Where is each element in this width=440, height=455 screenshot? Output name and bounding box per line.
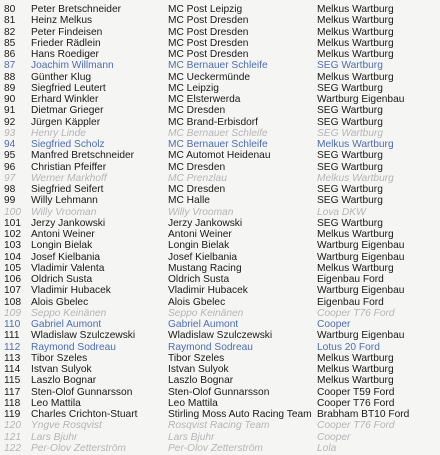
team-name: MC Dresden [168, 161, 226, 173]
car-name: SEG Wartburg [317, 195, 383, 207]
car-name: Cooper T76 Ford [317, 420, 395, 432]
entry-number: 103 [4, 240, 21, 252]
driver-name: Antoni Weiner [31, 229, 95, 240]
entry-row [0, 443, 440, 455]
entry-number: 88 [4, 71, 16, 83]
team-name: Oldrich Susta [168, 274, 230, 285]
entry-number: 117 [4, 386, 21, 398]
driver-name: Joachim Willmann [31, 60, 114, 72]
driver-name: Erhard Winkler [31, 94, 99, 105]
entry-row [0, 375, 440, 387]
team-name: Leo Mattila [168, 397, 218, 409]
entry-row [0, 229, 440, 241]
car-name: Lola [317, 442, 337, 454]
car-name: Melkus Wartburg [317, 49, 394, 60]
driver-name: Alois Gbelec [31, 296, 89, 308]
car-name: Lova DKW [317, 206, 366, 218]
car-name: Melkus Wartburg [317, 37, 394, 49]
entry-row [0, 184, 440, 196]
team-name: Lars Bjuhr [168, 431, 215, 443]
entry-number: 107 [4, 285, 21, 297]
entry-row [0, 38, 440, 50]
entry-row [0, 195, 440, 207]
entry-row [0, 387, 440, 399]
entry-number: 120 [4, 420, 21, 432]
team-name: Alois Gbelec [168, 296, 226, 308]
car-name: Melkus Wartburg [317, 364, 394, 375]
team-name: MC Post Dresden [168, 26, 249, 38]
driver-name: Günther Klug [31, 71, 92, 83]
entry-row [0, 94, 440, 106]
team-name: MC Ueckermünde [168, 71, 251, 83]
entry-number: 106 [4, 274, 21, 285]
driver-name: Yngve Rosqvist [31, 420, 102, 432]
entry-number: 94 [4, 139, 16, 150]
entry-row [0, 364, 440, 376]
team-name: Mustang Racing [168, 262, 242, 274]
driver-name: Tibor Szeles [31, 352, 88, 364]
car-name: Wartburg Eigenbau [317, 240, 405, 252]
car-name: Eigenbau Ford [317, 296, 384, 308]
team-name: Willy Vrooman [168, 206, 234, 218]
entry-number: 110 [4, 319, 21, 330]
entry-row [0, 263, 440, 275]
driver-name: Charles Crichton-Stuart [31, 409, 138, 420]
entry-number: 96 [4, 161, 16, 173]
entry-row [0, 27, 440, 39]
driver-name: Lars Bjuhr [31, 431, 78, 443]
driver-name: Henry Linde [31, 127, 86, 139]
entry-row [0, 105, 440, 117]
team-name: Jerzy Jankowski [168, 217, 243, 229]
entry-row [0, 162, 440, 174]
car-name: Wartburg Eigenbau [317, 94, 405, 105]
car-name: Melkus Wartburg [317, 71, 394, 83]
driver-name: Wladislaw Szulczewski [31, 330, 136, 342]
team-name: Raymond Sodreau [168, 341, 253, 353]
entry-row [0, 353, 440, 365]
entry-row [0, 420, 440, 432]
driver-name: Willy Lehmann [31, 195, 98, 207]
car-name: Melkus Wartburg [317, 139, 394, 150]
team-name: Tibor Szeles [168, 352, 225, 364]
team-name: MC Bernauer Schleife [168, 60, 268, 72]
entry-number: 102 [4, 229, 21, 240]
entry-row [0, 173, 440, 185]
entry-number: 119 [4, 409, 21, 420]
car-name: Melkus Wartburg [317, 375, 394, 387]
driver-name: Hans Roediger [31, 49, 99, 60]
car-name: Melkus Wartburg [317, 229, 394, 240]
driver-name: Christian Pfeiffer [31, 161, 107, 173]
car-name: Lotus 20 Ford [317, 341, 380, 353]
car-name: Cooper T59 Ford [317, 386, 395, 398]
entry-number: 115 [4, 375, 21, 387]
team-name: MC Bernauer Schleife [168, 127, 268, 139]
entry-row [0, 398, 440, 410]
entry-row [0, 308, 440, 320]
entry-number: 113 [4, 352, 21, 364]
entry-row [0, 409, 440, 421]
entry-row [0, 297, 440, 309]
car-name: Melkus Wartburg [317, 262, 394, 274]
entry-number: 93 [4, 127, 16, 139]
car-name: SEG Wartburg [317, 184, 383, 195]
entry-row [0, 117, 440, 129]
driver-name: Oldrich Susta [31, 274, 93, 285]
driver-name: Heinz Melkus [31, 15, 93, 27]
driver-name: Istvan Sulyok [31, 364, 92, 375]
entry-row [0, 342, 440, 354]
entry-row [0, 60, 440, 72]
entry-row [0, 285, 440, 297]
entry-number: 86 [4, 49, 16, 60]
entry-number: 100 [4, 206, 21, 218]
entry-number: 114 [4, 364, 21, 375]
driver-name: Willy Vrooman [31, 206, 97, 218]
driver-name: Peter Findeisen [31, 26, 103, 38]
team-name: MC Elsterwerda [168, 94, 241, 105]
car-name: Wartburg Eigenbau [317, 330, 405, 342]
car-name: Eigenbau Ford [317, 274, 384, 285]
entry-row [0, 432, 440, 444]
entry-row [0, 274, 440, 286]
driver-name: Laszlo Bognar [31, 375, 97, 387]
driver-name: Manfred Bretschneider [31, 150, 135, 162]
car-name: SEG Wartburg [317, 127, 384, 139]
driver-name: Seppo Keinänen [31, 307, 107, 319]
car-name: Melkus Wartburg [317, 15, 394, 27]
entry-row [0, 330, 440, 342]
driver-name: Peter Bretschneider [31, 4, 122, 15]
driver-name: Sten-Olof Gunnarsson [31, 386, 133, 398]
driver-name: Siegfried Scholz [31, 139, 105, 150]
car-name: Wartburg Eigenbau [317, 285, 405, 297]
team-name: Gabriel Aumont [168, 319, 239, 330]
driver-name: Vladimir Hubacek [31, 285, 111, 297]
entry-number: 105 [4, 262, 21, 274]
car-name: Melkus Wartburg [317, 352, 394, 364]
entry-number: 81 [4, 15, 16, 27]
entry-number: 99 [4, 195, 16, 207]
car-name: Cooper [317, 431, 351, 443]
driver-name: Longin Bielak [31, 240, 93, 252]
team-name: MC Post Dresden [168, 49, 249, 60]
driver-name: Jerzy Jankowski [31, 217, 106, 229]
driver-name: Raymond Sodreau [31, 341, 116, 353]
team-name: Josef Kielbania [168, 251, 238, 263]
car-name: Brabham BT10 Ford [317, 409, 410, 420]
car-name: Cooper [317, 319, 351, 330]
entry-number: 97 [4, 172, 16, 184]
team-name: Vladimir Hubacek [168, 285, 248, 297]
car-name: SEG Wartburg [317, 105, 383, 117]
entry-row [0, 139, 440, 151]
entry-number: 101 [4, 217, 21, 229]
entry-row [0, 83, 440, 95]
car-name: SEG Wartburg [317, 60, 383, 72]
entry-row [0, 319, 440, 331]
driver-name: Werner Markhoff [31, 172, 107, 184]
entry-number: 89 [4, 82, 16, 94]
entry-row [0, 4, 440, 16]
team-name: Antoni Weiner [168, 229, 232, 240]
entry-number: 118 [4, 397, 21, 409]
team-name: Seppo Keinänen [168, 307, 244, 319]
entry-number: 80 [4, 4, 16, 15]
team-name: MC Dresden [168, 184, 226, 195]
entry-number: 85 [4, 37, 16, 49]
car-name: Wartburg Eigenbau [317, 251, 405, 263]
team-name: Wladislaw Szulczewski [168, 330, 273, 342]
entry-number: 98 [4, 184, 16, 195]
driver-name: Leo Mattila [31, 397, 81, 409]
team-name: Per-Olov Zetterström [168, 442, 263, 454]
driver-name: Gabriel Aumont [31, 319, 102, 330]
entry-number: 111 [4, 330, 20, 342]
team-name: Istvan Sulyok [168, 364, 229, 375]
entry-row [0, 207, 440, 219]
driver-name: Frieder Rädlein [31, 37, 101, 49]
entry-number: 95 [4, 150, 16, 162]
team-name: Laszlo Bognar [168, 375, 234, 387]
car-name: Cooper T76 Ford [317, 397, 395, 409]
team-name: MC Leipzig [168, 82, 219, 94]
team-name: MC Halle [168, 195, 210, 207]
team-name: MC Post Dresden [168, 37, 249, 49]
entry-number: 108 [4, 296, 21, 308]
team-name: MC Post Leipzig [168, 4, 243, 15]
driver-name: Josef Kielbania [31, 251, 101, 263]
car-name: Melkus Wartburg [317, 172, 394, 184]
car-name: SEG Wartburg [317, 150, 383, 162]
driver-name: Siegfried Leutert [31, 82, 106, 94]
car-name: Melkus Wartburg [317, 26, 394, 38]
entry-row [0, 128, 440, 140]
entry-number: 92 [4, 116, 16, 128]
entry-row [0, 252, 440, 264]
entry-row [0, 15, 440, 27]
car-name: SEG Wartburg [317, 217, 383, 229]
driver-name: Vladimir Valenta [31, 262, 105, 274]
entry-number: 104 [4, 251, 21, 263]
driver-name: Per-Olov Zetterström [31, 442, 126, 454]
team-name: MC Dresden [168, 105, 226, 117]
team-name: Sten-Olof Gunnarsson [168, 386, 270, 398]
entry-number: 87 [4, 60, 16, 72]
entry-number: 122 [4, 442, 21, 454]
driver-name: Jürgen Käppler [31, 116, 101, 128]
team-name: Rosqvist Racing Team [168, 420, 270, 432]
team-name: MC Brand-Erbisdorf [168, 116, 259, 128]
entry-number: 109 [4, 307, 21, 319]
car-name: SEG Wartburg [317, 116, 383, 128]
entry-row [0, 240, 440, 252]
car-name: SEG Wartburg [317, 161, 383, 173]
entry-number: 91 [4, 105, 16, 117]
team-name: Stirling Moss Auto Racing Team [168, 409, 312, 420]
entry-number: 112 [4, 341, 21, 353]
team-name: Longin Bielak [168, 240, 230, 252]
entry-number: 121 [4, 431, 21, 443]
entry-row [0, 49, 440, 61]
car-name: SEG Wartburg [317, 82, 383, 94]
team-name: MC Bernauer Schleife [168, 139, 268, 150]
team-name: MC Prenzlau [168, 172, 227, 184]
entry-row [0, 150, 440, 162]
car-name: Melkus Wartburg [317, 4, 394, 15]
team-name: MC Post Dresden [168, 15, 249, 27]
entry-row [0, 218, 440, 230]
entry-number: 90 [4, 94, 16, 105]
driver-name: Siegfried Seifert [31, 184, 104, 195]
team-name: MC Automot Heidenau [168, 150, 271, 162]
entry-row [0, 72, 440, 84]
entry-number: 82 [4, 26, 16, 38]
driver-name: Dietmar Grieger [31, 105, 104, 117]
car-name: Cooper T76 Ford [317, 307, 395, 319]
